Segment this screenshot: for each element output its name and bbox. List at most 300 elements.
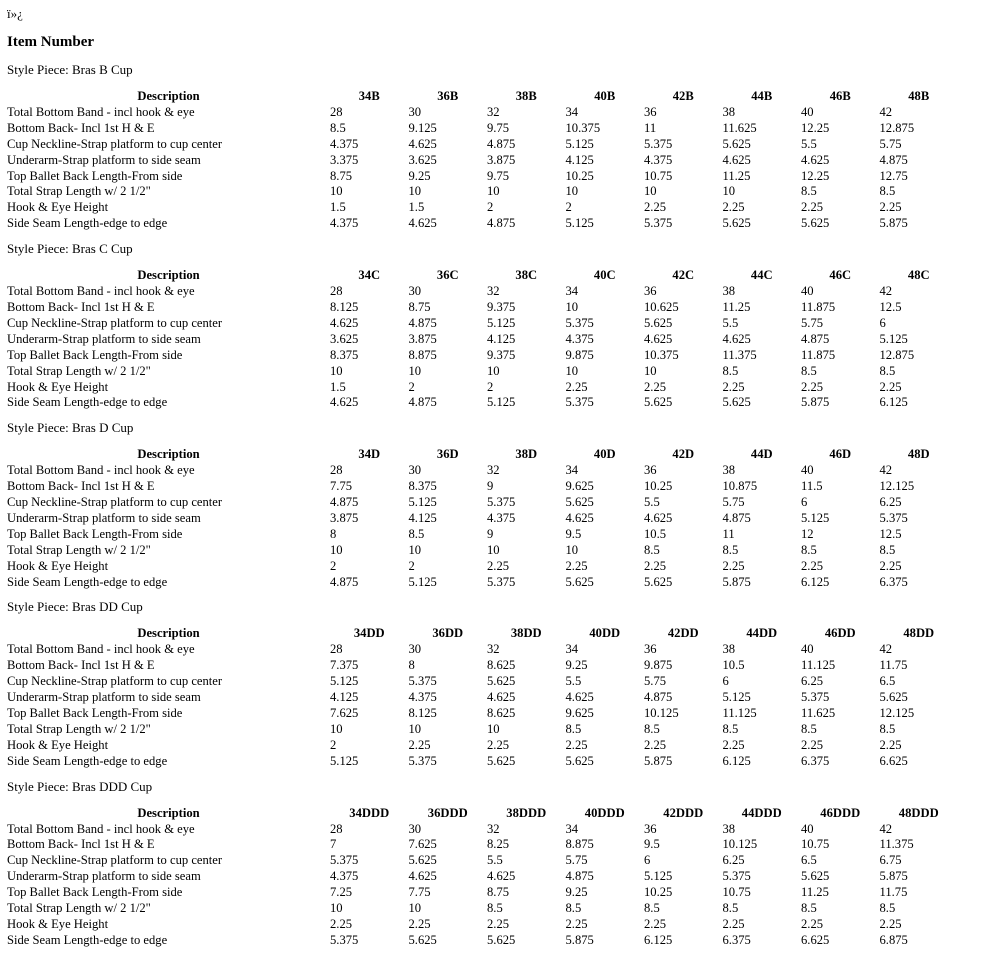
measurement-value-cell: 6.125: [644, 932, 673, 947]
measurement-value-cell: 6: [879, 315, 886, 330]
measurement-value-cell: 6.75: [879, 853, 902, 868]
size-column-header: 34D: [358, 447, 381, 462]
measurement-value-cell: 2.25: [487, 916, 510, 931]
measurement-value-cell: 1.5: [330, 379, 346, 394]
measurement-value-cell: 36: [644, 104, 657, 119]
size-column-header: 36DD: [432, 626, 464, 641]
measurement-value-cell: 10: [408, 542, 422, 557]
table-row: [7, 479, 958, 495]
measurement-value-cell: 8.5: [330, 120, 346, 135]
measurement-value-cell: 6.25: [801, 674, 824, 689]
measurement-description-cell: Total Bottom Band - incl hook & eye: [7, 104, 195, 119]
table-row: [7, 216, 958, 232]
measurement-description-cell: Total Bottom Band - incl hook & eye: [7, 642, 195, 657]
measurement-value-cell: 8.5: [801, 184, 817, 199]
measurement-value-cell: 5.625: [565, 495, 594, 510]
measurement-value-cell: 8.375: [408, 479, 437, 494]
size-column-header: 38D: [515, 447, 538, 462]
table-row: [7, 137, 958, 153]
size-column-header: 36D: [436, 447, 459, 462]
table-row: [7, 284, 958, 300]
measurement-value-cell: 5.625: [644, 395, 673, 410]
measurement-value-cell: 5.125: [487, 315, 516, 330]
measurement-value-cell: 2.25: [565, 737, 588, 752]
measurement-value-cell: 5.625: [722, 395, 751, 410]
size-column-header: 44DD: [746, 626, 778, 641]
size-spec-table: [7, 626, 958, 769]
measurement-value-cell: 5.875: [801, 395, 830, 410]
measurement-value-cell: 12: [801, 526, 814, 541]
table-row: [7, 543, 958, 559]
measurement-value-cell: 4.875: [879, 152, 908, 167]
measurement-value-cell: 6.125: [722, 753, 751, 768]
table-row: [7, 837, 958, 853]
table-row: [7, 300, 958, 316]
measurement-description-cell: Bottom Back- Incl 1st H & E: [7, 299, 155, 314]
measurement-value-cell: 36: [644, 284, 657, 299]
measurement-value-cell: 38: [722, 284, 736, 299]
measurement-value-cell: 4.375: [330, 216, 359, 231]
measurement-value-cell: 2.25: [722, 916, 745, 931]
measurement-value-cell: 3.625: [408, 152, 437, 167]
measurement-description-cell: Top Ballet Back Length-From side: [7, 885, 183, 900]
size-column-header: 42DDD: [663, 805, 704, 820]
size-column-header: 44DDD: [741, 805, 782, 820]
measurement-value-cell: 10: [565, 184, 579, 199]
measurement-value-cell: 12.25: [801, 168, 830, 183]
measurement-value-cell: 9.375: [487, 299, 516, 314]
measurement-value-cell: 5.625: [408, 932, 437, 947]
measurement-value-cell: 2.25: [722, 558, 745, 573]
measurement-value-cell: 11.375: [879, 837, 914, 852]
measurement-value-cell: 10: [330, 363, 343, 378]
measurement-value-cell: 11.25: [722, 299, 751, 314]
measurement-description-cell: Underarm-Strap platform to side seam: [7, 331, 201, 346]
size-column-header: 46C: [829, 268, 852, 283]
measurement-value-cell: 6.25: [722, 853, 745, 868]
measurement-value-cell: 3.625: [330, 331, 359, 346]
measurement-value-cell: 11.75: [879, 885, 908, 900]
measurement-description-cell: Total Strap Length w/ 2 1/2": [7, 363, 151, 378]
size-column-header: 46D: [829, 447, 852, 462]
measurement-value-cell: 10.875: [722, 479, 758, 494]
measurement-value-cell: 5.375: [565, 395, 594, 410]
measurement-value-cell: 8.5: [722, 542, 739, 557]
size-column-header: 38B: [515, 89, 537, 103]
measurement-description-cell: Total Bottom Band - incl hook & eye: [7, 284, 195, 299]
measurement-value-cell: 8.5: [879, 184, 896, 199]
table-row: [7, 184, 958, 200]
measurement-description-cell: Bottom Back- Incl 1st H & E: [7, 479, 155, 494]
measurement-value-cell: 5.5: [487, 853, 503, 868]
measurement-value-cell: 5.625: [722, 136, 751, 151]
measurement-description-cell: Cup Neckline-Strap platform to cup center: [7, 853, 223, 868]
measurement-value-cell: 10: [330, 721, 343, 736]
measurement-value-cell: 7.375: [330, 658, 359, 673]
description-column-header: Description: [137, 447, 200, 462]
measurement-value-cell: 9.625: [565, 479, 594, 494]
measurement-value-cell: 5.625: [487, 932, 516, 947]
style-piece-label: Style Piece: Bras C Cup: [7, 241, 133, 257]
measurement-description-cell: Underarm-Strap platform to side seam: [7, 869, 201, 884]
style-piece-label: Style Piece: Bras DDD Cup: [7, 778, 153, 794]
measurement-value-cell: 1.5: [408, 200, 425, 215]
size-column-header: 48DDD: [898, 805, 939, 820]
measurement-value-cell: 9.25: [565, 885, 588, 900]
measurement-value-cell: 11.25: [722, 168, 751, 183]
size-column-header: 36C: [436, 268, 459, 283]
measurement-value-cell: 40: [801, 642, 814, 657]
measurement-value-cell: 2.25: [565, 379, 588, 394]
table-row: [7, 642, 958, 658]
size-column-header: 42DD: [667, 626, 699, 641]
table-row: [7, 364, 958, 380]
measurement-value-cell: 3.875: [487, 152, 516, 167]
measurement-description-cell: Top Ballet Back Length-From side: [7, 706, 183, 720]
measurement-value-cell: 12.875: [879, 120, 915, 135]
measurement-value-cell: 6.625: [801, 932, 830, 947]
measurement-value-cell: 7.625: [330, 706, 359, 720]
measurement-value-cell: 8.5: [879, 721, 896, 736]
measurement-value-cell: 9.5: [565, 526, 582, 541]
measurement-value-cell: 10: [330, 542, 343, 557]
measurement-value-cell: 5.875: [879, 216, 908, 231]
measurement-value-cell: 5.625: [408, 853, 437, 868]
measurement-value-cell: 4.625: [722, 152, 751, 167]
measurement-description-cell: Total Bottom Band - incl hook & eye: [7, 463, 195, 478]
measurement-description-cell: Hook & Eye Height: [7, 558, 109, 573]
measurement-value-cell: 8.75: [487, 885, 510, 900]
measurement-value-cell: 5.5: [565, 674, 582, 689]
measurement-value-cell: 38: [722, 642, 736, 657]
measurement-description-cell: Bottom Back- Incl 1st H & E: [7, 837, 155, 852]
size-column-header: 34DD: [353, 626, 385, 641]
measurement-value-cell: 4.875: [565, 869, 594, 884]
measurement-value-cell: 5.75: [801, 315, 824, 330]
measurement-value-cell: 32: [487, 821, 500, 836]
spec-section: [7, 779, 993, 949]
measurement-value-cell: 28: [330, 821, 343, 836]
measurement-value-cell: 8.5: [801, 901, 817, 916]
measurement-value-cell: 2.25: [801, 916, 824, 931]
table-row: [7, 885, 958, 901]
size-column-header: 40B: [594, 89, 616, 103]
measurement-value-cell: 10.5: [644, 526, 667, 541]
measurement-value-cell: 2.25: [879, 916, 902, 931]
measurement-value-cell: 2.25: [408, 737, 431, 752]
measurement-value-cell: 8.875: [408, 347, 437, 362]
measurement-value-cell: 5.625: [487, 674, 516, 689]
measurement-value-cell: 10: [722, 184, 736, 199]
measurement-value-cell: 42: [879, 104, 893, 119]
measurement-value-cell: 4.875: [487, 216, 516, 231]
measurement-value-cell: 6.625: [879, 753, 908, 768]
measurement-value-cell: 34: [565, 104, 579, 119]
measurement-value-cell: 10: [565, 299, 579, 314]
measurement-description-cell: Side Seam Length-edge to edge: [7, 932, 168, 947]
table-row: [7, 917, 958, 933]
measurement-value-cell: 2.25: [722, 200, 745, 215]
measurement-value-cell: 8.5: [801, 542, 817, 557]
measurement-value-cell: 4.625: [487, 690, 516, 705]
size-column-header: 40D: [593, 447, 616, 462]
measurement-value-cell: 11: [722, 526, 735, 541]
table-header-row: [7, 447, 958, 463]
measurement-value-cell: 10.375: [644, 347, 679, 362]
measurement-value-cell: 5.125: [565, 216, 594, 231]
measurement-description-cell: Underarm-Strap platform to side seam: [7, 690, 201, 705]
measurement-value-cell: 2.25: [565, 558, 588, 573]
measurement-value-cell: 5.75: [565, 853, 588, 868]
measurement-value-cell: 9.125: [408, 120, 437, 135]
measurement-value-cell: 6.875: [879, 932, 908, 947]
table-row: [7, 706, 958, 722]
measurement-description-cell: Underarm-Strap platform to side seam: [7, 152, 201, 167]
measurement-value-cell: 10.125: [644, 706, 679, 720]
measurement-value-cell: 42: [879, 463, 893, 478]
table-row: [7, 511, 958, 527]
measurement-value-cell: 30: [408, 284, 422, 299]
table-row: [7, 169, 958, 185]
measurement-value-cell: 2: [408, 379, 415, 394]
measurement-value-cell: 4.625: [487, 869, 516, 884]
measurement-value-cell: 10.25: [565, 168, 594, 183]
measurement-value-cell: 5.375: [801, 690, 830, 705]
measurement-description-cell: Total Strap Length w/ 2 1/2": [7, 184, 151, 199]
measurement-description-cell: Cup Neckline-Strap platform to cup center: [7, 495, 223, 510]
measurement-value-cell: 10.625: [644, 299, 679, 314]
measurement-value-cell: 8.125: [408, 706, 437, 720]
measurement-value-cell: 8.5: [644, 542, 660, 557]
measurement-value-cell: 9.5: [644, 837, 660, 852]
measurement-value-cell: 2.25: [801, 737, 824, 752]
measurement-value-cell: 2.25: [722, 737, 745, 752]
measurement-value-cell: 9.375: [487, 347, 516, 362]
table-row: [7, 575, 958, 591]
measurement-value-cell: 7: [330, 837, 337, 852]
size-column-header: 36DDD: [427, 805, 468, 820]
measurement-value-cell: 30: [408, 642, 422, 657]
measurement-value-cell: 5.375: [487, 495, 516, 510]
measurement-value-cell: 10: [408, 901, 422, 916]
measurement-description-cell: Total Strap Length w/ 2 1/2": [7, 542, 151, 557]
measurement-description-cell: Top Ballet Back Length-From side: [7, 168, 183, 183]
measurement-value-cell: 2.25: [879, 737, 902, 752]
measurement-value-cell: 40: [801, 104, 814, 119]
size-column-header: 40DDD: [584, 805, 625, 820]
measurement-value-cell: 8.5: [879, 363, 896, 378]
measurement-value-cell: 5.125: [644, 869, 673, 884]
measurement-value-cell: 11.5: [801, 479, 823, 494]
measurement-value-cell: 5.375: [722, 869, 751, 884]
table-row: [7, 153, 958, 169]
measurement-value-cell: 6.125: [801, 574, 830, 589]
table-row: [7, 658, 958, 674]
measurement-value-cell: 4.375: [330, 136, 359, 151]
measurement-value-cell: 38: [722, 821, 736, 836]
table-row: [7, 933, 958, 949]
measurement-value-cell: 28: [330, 463, 343, 478]
measurement-value-cell: 10: [565, 542, 579, 557]
measurement-value-cell: 40: [801, 463, 814, 478]
measurement-value-cell: 10: [330, 184, 343, 199]
measurement-value-cell: 5.625: [801, 216, 830, 231]
measurement-value-cell: 2.25: [408, 916, 431, 931]
spec-tables-container: [7, 62, 993, 949]
measurement-value-cell: 11.875: [801, 347, 836, 362]
measurement-value-cell: 32: [487, 104, 500, 119]
table-row: [7, 822, 958, 838]
measurement-description-cell: Top Ballet Back Length-From side: [7, 526, 183, 541]
measurement-value-cell: 9.875: [565, 347, 594, 362]
measurement-value-cell: 4.875: [330, 495, 359, 510]
measurement-value-cell: 10: [408, 184, 422, 199]
size-column-header: 48DD: [903, 626, 935, 641]
table-row: [7, 901, 958, 917]
table-row: [7, 674, 958, 690]
measurement-description-cell: Hook & Eye Height: [7, 737, 109, 752]
measurement-value-cell: 10.75: [644, 168, 673, 183]
measurement-value-cell: 8: [330, 526, 337, 541]
measurement-value-cell: 11.125: [801, 658, 836, 673]
size-column-header: 44C: [750, 268, 773, 283]
size-spec-table: [7, 89, 958, 232]
measurement-value-cell: 8.5: [644, 721, 660, 736]
measurement-value-cell: 8.625: [487, 658, 516, 673]
measurement-description-cell: Cup Neckline-Strap platform to cup center: [7, 315, 223, 330]
measurement-value-cell: 8.75: [408, 299, 431, 314]
table-row: [7, 853, 958, 869]
measurement-value-cell: 4.625: [801, 152, 830, 167]
measurement-value-cell: 4.625: [565, 510, 594, 525]
measurement-value-cell: 2.25: [801, 379, 824, 394]
size-column-header: 48C: [907, 268, 930, 283]
measurement-value-cell: 8.5: [644, 901, 660, 916]
measurement-value-cell: 34: [565, 821, 579, 836]
page-title: Item Number: [7, 34, 95, 50]
measurement-value-cell: 7.75: [330, 479, 353, 494]
measurement-value-cell: 4.875: [330, 574, 359, 589]
measurement-value-cell: 2.25: [879, 200, 902, 215]
measurement-value-cell: 5.375: [487, 574, 516, 589]
measurement-value-cell: 7.625: [408, 837, 437, 852]
measurement-value-cell: 10.25: [644, 885, 673, 900]
measurement-value-cell: 28: [330, 284, 343, 299]
measurement-value-cell: 12.5: [879, 299, 902, 314]
measurement-value-cell: 5.375: [330, 932, 359, 947]
measurement-value-cell: 2: [565, 200, 572, 215]
measurement-value-cell: 42: [879, 821, 893, 836]
measurement-value-cell: 12.125: [879, 706, 915, 720]
size-column-header: 46DDD: [820, 805, 861, 820]
size-column-header: 34C: [358, 268, 381, 283]
measurement-value-cell: 5.125: [408, 495, 437, 510]
measurement-description-cell: Hook & Eye Height: [7, 200, 109, 215]
measurement-value-cell: 2: [408, 558, 415, 573]
measurement-value-cell: 2: [487, 200, 494, 215]
measurement-value-cell: 30: [408, 104, 422, 119]
measurement-description-cell: Side Seam Length-edge to edge: [7, 574, 168, 589]
table-row: [7, 348, 958, 364]
measurement-value-cell: 5.875: [879, 869, 908, 884]
table-row: [7, 316, 958, 332]
measurement-value-cell: 5.125: [722, 690, 751, 705]
size-column-header: 40C: [593, 268, 616, 283]
measurement-value-cell: 8.5: [879, 901, 896, 916]
measurement-value-cell: 2.25: [330, 916, 353, 931]
measurement-value-cell: 10: [330, 901, 343, 916]
measurement-value-cell: 9.25: [408, 168, 431, 183]
measurement-value-cell: 8.5: [879, 542, 896, 557]
measurement-value-cell: 4.875: [801, 331, 830, 346]
spec-section: [7, 62, 993, 232]
measurement-value-cell: 2.25: [879, 379, 902, 394]
measurement-value-cell: 30: [408, 463, 422, 478]
measurement-value-cell: 42: [879, 642, 893, 657]
measurement-value-cell: 4.375: [330, 869, 359, 884]
measurement-value-cell: 12.25: [801, 120, 830, 135]
measurement-value-cell: 2: [330, 558, 337, 573]
measurement-value-cell: 10: [487, 721, 500, 736]
measurement-value-cell: 34: [565, 642, 579, 657]
size-column-header: 34DDD: [349, 805, 390, 820]
style-piece-label: Style Piece: Bras DD Cup: [7, 599, 143, 615]
measurement-value-cell: 5.125: [879, 331, 908, 346]
measurement-value-cell: 4.125: [487, 331, 516, 346]
size-column-header: 38DDD: [506, 805, 547, 820]
measurement-value-cell: 4.125: [408, 510, 437, 525]
size-column-header: 38DD: [510, 626, 542, 641]
byte-order-mark-text: ï»¿: [7, 6, 23, 21]
measurement-value-cell: 4.625: [644, 510, 673, 525]
measurement-value-cell: 6.375: [801, 753, 830, 768]
measurement-value-cell: 2.25: [879, 558, 902, 573]
measurement-value-cell: 8.5: [487, 901, 503, 916]
measurement-description-cell: Hook & Eye Height: [7, 379, 109, 394]
measurement-value-cell: 2.25: [801, 200, 824, 215]
table-row: [7, 121, 958, 137]
measurement-value-cell: 11.75: [879, 658, 908, 673]
measurement-value-cell: 11.625: [801, 706, 836, 720]
measurement-value-cell: 8.5: [408, 526, 425, 541]
measurement-value-cell: 9: [487, 479, 494, 494]
measurement-value-cell: 11.25: [801, 885, 829, 900]
measurement-value-cell: 10: [644, 363, 657, 378]
measurement-value-cell: 10: [408, 363, 422, 378]
table-header-row: [7, 89, 958, 105]
table-header-row: [7, 626, 958, 642]
measurement-value-cell: 5.125: [487, 395, 516, 410]
size-column-header: 48B: [908, 89, 930, 103]
measurement-value-cell: 6.375: [722, 932, 751, 947]
measurement-value-cell: 2.25: [722, 379, 745, 394]
size-column-header: 46B: [829, 89, 851, 103]
measurement-value-cell: 2.25: [644, 558, 667, 573]
measurement-description-cell: Cup Neckline-Strap platform to cup center: [7, 136, 223, 151]
measurement-value-cell: 4.125: [330, 690, 359, 705]
measurement-value-cell: 8.25: [487, 837, 510, 852]
measurement-value-cell: 2.25: [644, 916, 667, 931]
measurement-value-cell: 8.125: [330, 299, 359, 314]
measurement-value-cell: 10.25: [644, 479, 673, 494]
style-piece-label: Style Piece: Bras D Cup: [7, 420, 134, 436]
measurement-value-cell: 12.875: [879, 347, 915, 362]
table-row: [7, 495, 958, 511]
measurement-value-cell: 5.875: [722, 574, 751, 589]
measurement-value-cell: 5.5: [722, 315, 739, 330]
table-row: [7, 690, 958, 706]
size-column-header: 36B: [437, 89, 459, 103]
